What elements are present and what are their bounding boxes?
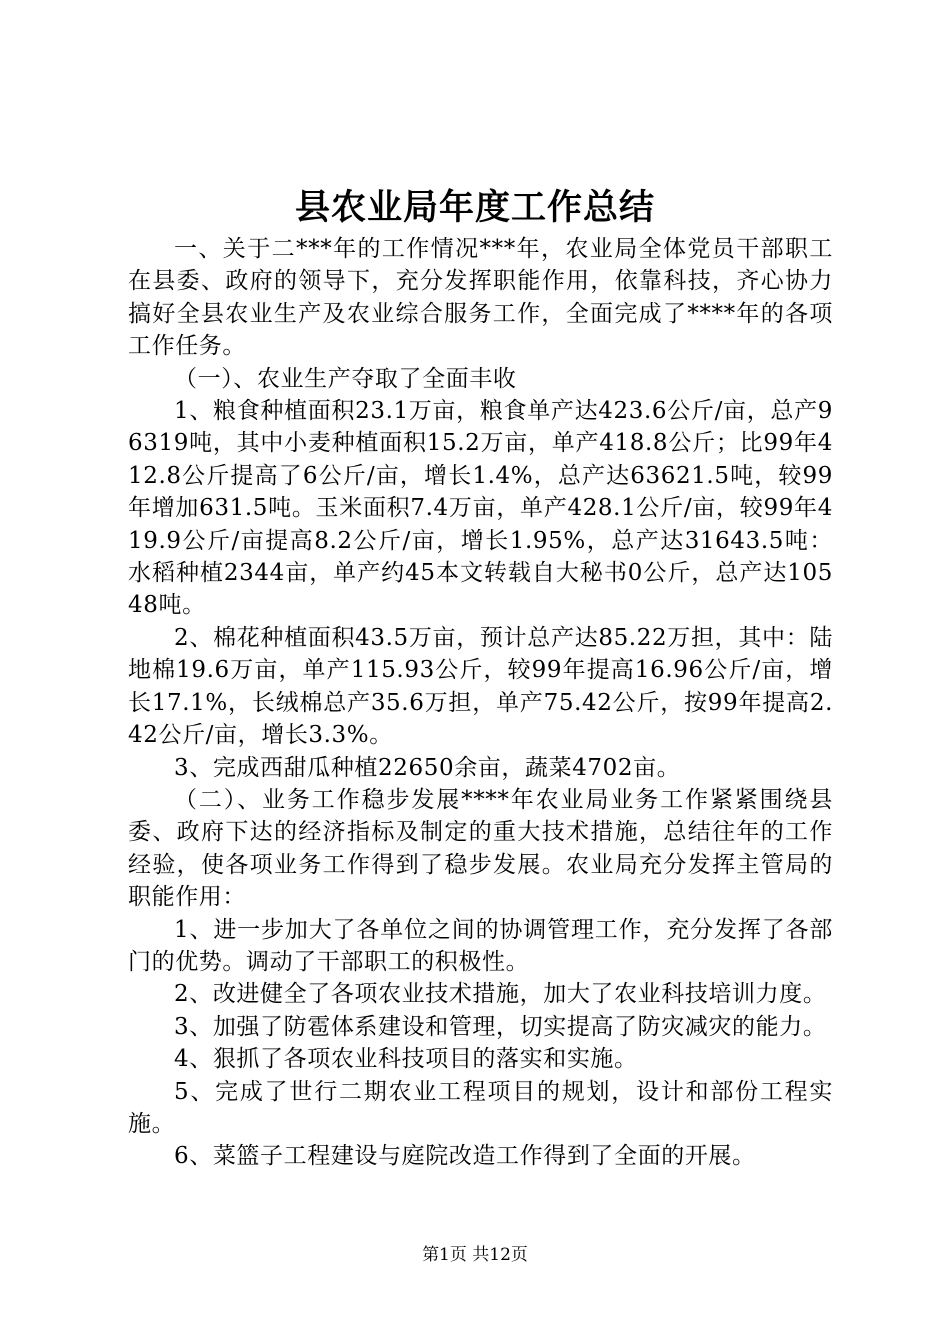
list-item-tech-measures: 2、改进健全了各项农业技术措施，加大了农业科技培训力度。 <box>174 981 827 1008</box>
list-item-tech-projects: 4、狠抓了各项农业科技项目的落实和实施。 <box>174 1046 638 1073</box>
document-body <box>128 233 833 1173</box>
section-heading-agri-production: （一）、农业生产夺取了全面丰收 <box>174 365 517 392</box>
paragraph-cotton: 2、棉花种植面积43.5万亩，预计总产达85.22万担，其中：陆地棉19.6万亩，单产115.93公斤，较99年提高16.96公斤/亩，增长17.1%，长绒棉总产35.6万担，单产75.42公斤，按99年提高2.42公斤/亩，增长3.3%。 <box>128 624 833 749</box>
paragraph-melon-vegetable: 3、完成西甜瓜种植22650余亩，蔬菜4702亩。 <box>174 754 681 781</box>
document-title: 县农业局年度工作总结 <box>294 187 655 228</box>
list-item-vegetable-basket: 6、菜篮子工程建设与庭院改造工作得到了全面的开展。 <box>174 1143 756 1170</box>
list-item-coordination: 1、进一步加大了各单位之间的协调管理工作，充分发挥了各部门的优势。调动了干部职工的积极性。 <box>128 916 833 975</box>
page-number-footer: 第1页 共12页 <box>422 1245 528 1265</box>
list-item-world-bank-project: 5、完成了世行二期农业工程项目的规划，设计和部份工程实施。 <box>128 1078 833 1137</box>
paragraph-intro: 一、关于二***年的工作情况***年，农业局全体党员干部职工在县委、政府的领导下，充分发挥职能作用，依靠科技，齐心协力搞好全县农业生产及农业综合服务工作，全面完成了****年的各项工作任务。 <box>128 236 833 360</box>
paragraph-grain: 1、粮食种植面积23.1万亩，粮食单产达423.6公斤/亩，总产96319吨，其中小麦种植面积15.2万亩，单产418.8公斤；比99年412.8公斤提高了6公斤/亩，增长1.4%，总产达63621.5吨，较99年增加631.5吨。玉米面积7.4万亩，单产428.1公斤/亩，较99年419.9公斤/亩提高8.2公斤/亩，增长1.95%，总产达31643.5吨：水稻种植2344亩，单产约45本文转载自大秘书0公斤，总产达10548吨。 <box>128 398 833 619</box>
list-item-hail-prevention: 3、加强了防雹体系建设和管理，切实提高了防灾减灾的能力。 <box>174 1013 827 1040</box>
section-heading-business-work: （二）、业务工作稳步发展****年农业局业务工作紧紧围绕县委、政府下达的经济指标及制定的重大技术措施，总结往年的工作经验，使各项业务工作得到了稳步发展。农业局充分发挥主管局的职能作用： <box>128 786 833 911</box>
